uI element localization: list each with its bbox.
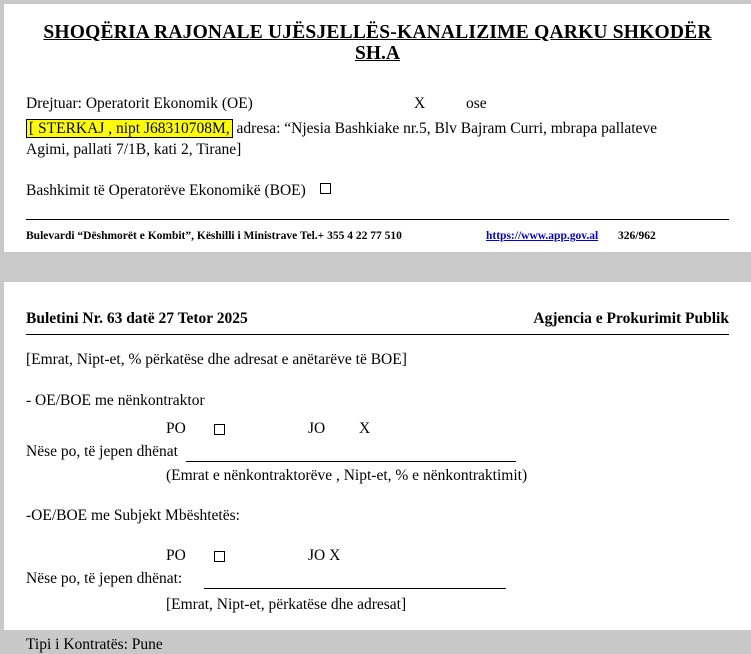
support-heading: -OE/BOE me Subjekt Mbështetës: xyxy=(26,507,240,524)
subcontractor-jo-mark: X xyxy=(359,420,371,437)
support-options-row xyxy=(26,547,729,568)
footer-website-link[interactable]: https://www.app.gov.al xyxy=(486,230,599,242)
operator-name-highlight: [ STERKAJ , nipt J68310708M, xyxy=(26,119,233,138)
support-po-label: PO xyxy=(166,547,186,564)
page-footer-top xyxy=(26,228,729,244)
footer-address: Bulevardi “Dëshmorët e Kombit”, Këshilli i Ministrave Tel.+ 355 4 22 77 510 xyxy=(26,230,402,242)
subcontractor-options-row xyxy=(26,420,729,441)
operator-address-line1: adresa: “Njesia Bashkiake nr.5, Blv Bajram Curri, mbrapa pallateve xyxy=(232,120,658,137)
operator-address-line2: Agimi, pallati 7/1B, kati 2, Tirane] xyxy=(26,141,242,158)
subcontractor-po-label: PO xyxy=(166,420,186,437)
operator-address-block xyxy=(26,118,729,160)
document-title-line2: SH.A xyxy=(355,43,400,64)
support-if-yes-label: Nëse po, të jepen dhënat: xyxy=(26,570,183,587)
subcontractor-heading: - OE/BOE me nënkontraktor xyxy=(26,392,205,409)
support-details-row xyxy=(26,570,729,592)
addressee-oe-mark: X xyxy=(414,95,426,112)
addressee-or-label: ose xyxy=(466,95,487,112)
subcontractor-jo-label: JO xyxy=(308,420,326,437)
boe-row xyxy=(26,180,729,201)
subcontractor-note: (Emrat e nënkontraktorëve , Nipt-et, % e nënkontraktimit) xyxy=(166,467,528,484)
document-title-line1: SHOQËRIA RAJONALE UJËSJELLËS-KANALIZIME QARKU SHKODËR xyxy=(43,22,712,43)
boe-checkbox[interactable] xyxy=(320,183,331,194)
subcontractor-po-checkbox[interactable] xyxy=(214,424,225,435)
document-page-bottom xyxy=(4,282,751,653)
bulletin-divider xyxy=(26,334,729,335)
addressee-label: Drejtuar: Operatorit Ekonomik (OE) xyxy=(26,95,253,112)
boe-members-note: [Emrat, Nipt-et, % përkatëse dhe adresat e anëtarëve të BOE] xyxy=(26,351,407,368)
subcontractor-details-input[interactable] xyxy=(186,460,516,462)
document-title xyxy=(26,20,729,45)
support-jo-label: JO X xyxy=(308,547,341,564)
footer-divider-top xyxy=(26,219,729,220)
support-po-checkbox[interactable] xyxy=(214,551,225,562)
agency-name: Agjencia e Prokurimit Publik xyxy=(533,310,729,327)
support-details-input[interactable] xyxy=(204,587,506,589)
bulletin-header xyxy=(26,310,729,328)
subcontractor-if-yes-label: Nëse po, të jepen dhënat xyxy=(26,443,178,460)
document-page-top xyxy=(4,4,751,252)
addressee-row xyxy=(26,93,729,114)
subcontractor-details-row xyxy=(26,443,729,465)
support-note: [Emrat, Nipt-et, përkatëse dhe adresat] xyxy=(166,596,407,613)
footer-page-number: 326/962 xyxy=(618,230,656,242)
bulletin-number: Buletini Nr. 63 datë 27 Tetor 2025 xyxy=(26,310,248,327)
page-gap xyxy=(0,252,751,282)
boe-label: Bashkimit të Operatorëve Ekonomikë (BOE) xyxy=(26,182,306,199)
contract-type: Tipi i Kontratës: Pune xyxy=(26,636,163,653)
